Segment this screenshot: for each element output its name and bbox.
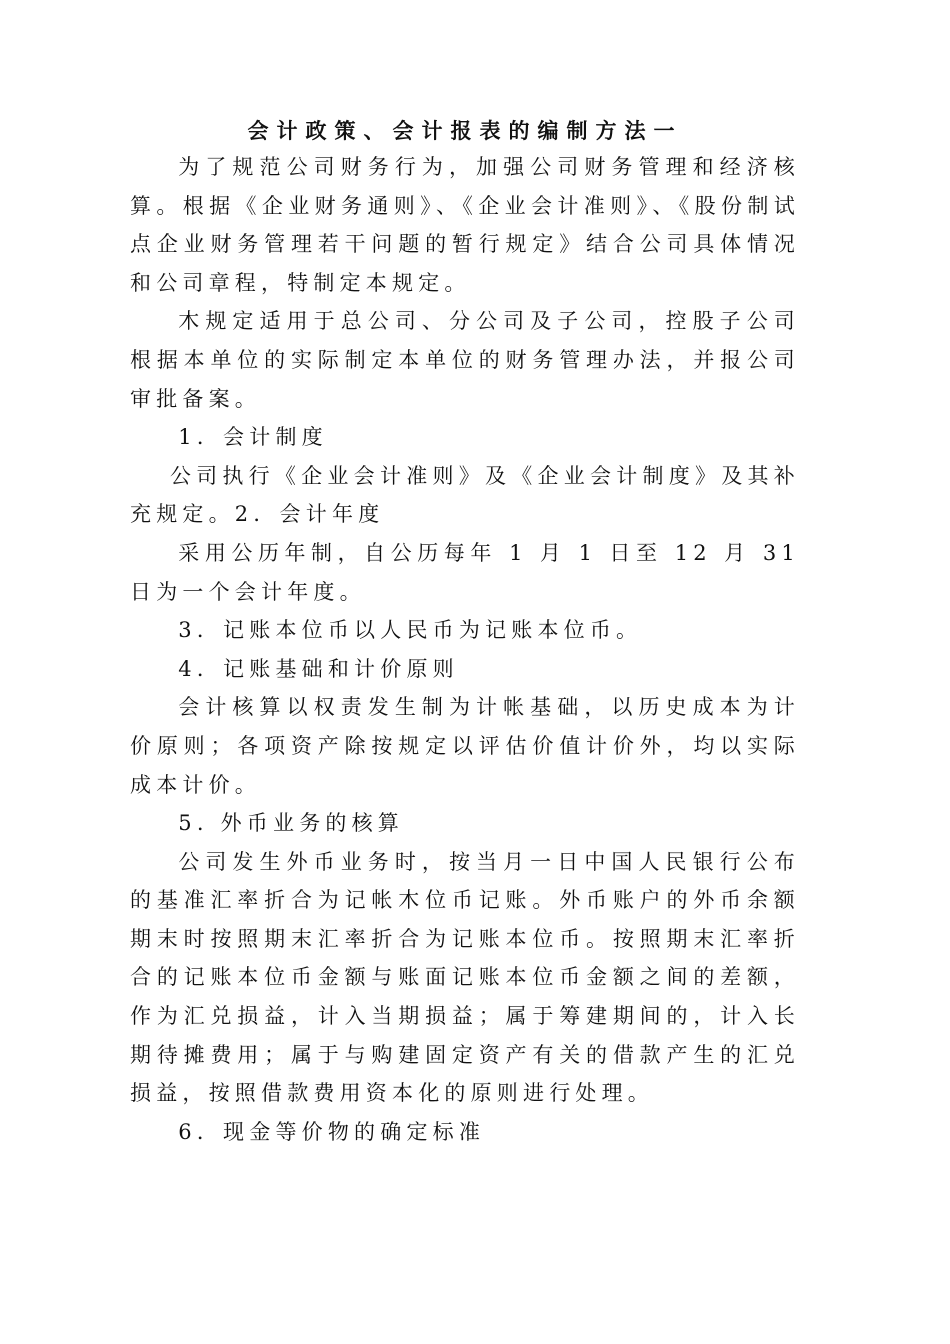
paragraph-accounting-system: 公司执行《企业会计准则》及《企业会计制度》及其补充规定。2．会计年度 bbox=[130, 463, 800, 527]
paragraph-bookkeeping-currency: 3．记账本位币以人民币为记账本位币。 bbox=[178, 618, 643, 643]
document-body bbox=[130, 148, 800, 1151]
heading-accounting-system: 1．会计制度 bbox=[178, 425, 328, 450]
paragraph-foreign-currency: 公司发生外币业务时，按当月一日中国人民银行公布的基准汇率折合为记帐木位币记账。外币账户的外币余额期末时按照期末汇率折合为记账本位币。按照期末汇率折合的记账本位币金额与账面记账本位币金额之间的差额，作为汇兑损益，计入当期损益；属于筹建期间的，计入长期待摊费用；属于与购建固定资产有关的借款产生的汇兑损益，按照借款费用资本化的原则进行处理。 bbox=[130, 849, 800, 1106]
heading-foreign-currency: 5. 外币业务的核算 bbox=[178, 811, 405, 836]
document-title: 会计政策、会计报表的编制方法一 bbox=[247, 118, 683, 143]
paragraph-purpose: 为了规范公司财务行为，加强公司财务管理和经济核算。根据《企业财务通则》、《企业会计准则》、《股份制试点企业财务管理若干问题的暂行规定》结合公司具体情况和公司章程，特制定本规定。 bbox=[130, 155, 800, 295]
heading-accounting-basis: 4．记账基础和计价原则 bbox=[178, 656, 459, 681]
heading-cash-equivalents: 6．现金等价物的确定标准 bbox=[178, 1119, 486, 1144]
paragraph-accounting-basis: 会计核算以权责发生制为计帐基础，以历史成本为计价原则；各项资产除按规定以评估价值计价外，均以实际成本计价。 bbox=[130, 695, 800, 797]
paragraph-scope: 木规定适用于总公司、分公司及子公司，控股子公司根据本单位的实际制定本单位的财务管理办法，并报公司审批备案。 bbox=[130, 309, 800, 411]
paragraph-fiscal-year: 采用公历年制，自公历每年 1 月 1 日至 12 月 31 日为一个会计年度。 bbox=[130, 540, 800, 604]
